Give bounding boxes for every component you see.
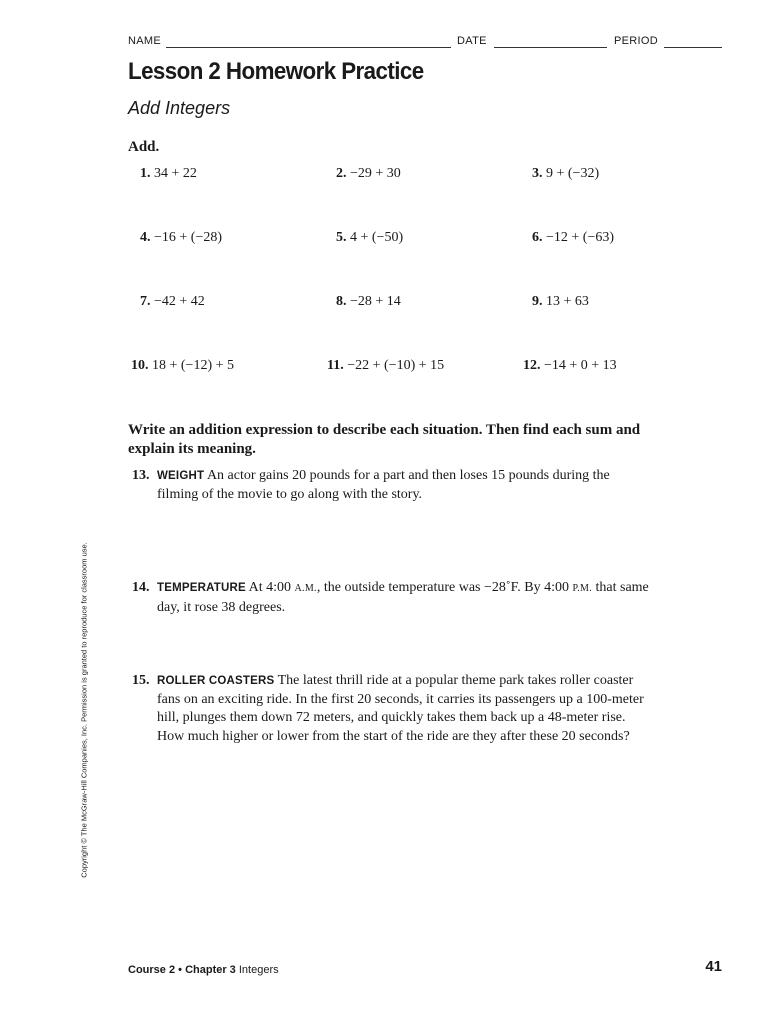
- page-subtitle: Add Integers: [128, 98, 231, 118]
- problem-text-part: that same day, it rose 38 degrees.: [157, 580, 649, 615]
- footer-topic: Integers: [238, 964, 279, 976]
- problem-label: WEIGHT: [157, 470, 205, 482]
- problem-expression: 4 + (−50): [350, 230, 404, 245]
- problem-number: 14.: [132, 580, 150, 595]
- problem-number: 6.: [532, 230, 543, 245]
- word-problem-14: [132, 579, 652, 617]
- problem-1: [140, 166, 197, 182]
- page-title: Lesson 2 Homework Practice: [128, 58, 424, 85]
- problem-5: [336, 230, 403, 246]
- problem-number: 10.: [131, 358, 149, 373]
- problem-6: [532, 230, 614, 246]
- page-number: 41: [705, 958, 722, 975]
- problem-text-part: , the outside temperature was −28˚F. By 4:00: [316, 580, 573, 595]
- problem-expression: −28 + 14: [350, 294, 401, 309]
- problem-number: 2.: [336, 166, 347, 181]
- problem-text: The latest thrill ride at a popular theme park takes roller coaster fans on an exciting ride. In the first 20 seconds, it carries its passengers up a 100-meter hill, plunges them down 72 meters, and quickly takes them back up a 48-meter rise. How much higher or lower from the start of the ride are they after these 20 seconds?: [157, 673, 644, 744]
- problem-3: [532, 166, 599, 182]
- footer-course-info: [128, 964, 279, 976]
- word-problem-13: [132, 467, 652, 504]
- problem-expression: 13 + 63: [546, 294, 589, 309]
- problem-11: [327, 358, 444, 374]
- problem-10: [131, 358, 234, 374]
- date-label: DATE: [457, 35, 487, 47]
- problem-number: 15.: [132, 673, 150, 688]
- name-label: NAME: [128, 35, 161, 47]
- name-line[interactable]: [166, 47, 451, 48]
- problem-number: 9.: [532, 294, 543, 309]
- problem-8: [336, 294, 401, 310]
- problem-12: [523, 358, 617, 374]
- problem-expression: −12 + (−63): [546, 230, 615, 245]
- problem-number: 8.: [336, 294, 347, 309]
- copyright-notice: Copyright © The McGraw-Hill Companies, Inc. Permission is granted to reproduce for classroom use.: [79, 542, 89, 878]
- problem-7: [140, 294, 205, 310]
- problem-number: 3.: [532, 166, 543, 181]
- problem-number: 12.: [523, 358, 541, 373]
- problem-label: TEMPERATURE: [157, 582, 246, 594]
- problem-text: An actor gains 20 pounds for a part and then loses 15 pounds during the filming of the movie to go along with the story.: [157, 468, 610, 502]
- problem-expression: −42 + 42: [154, 294, 205, 309]
- am-abbrev: A.M.: [294, 583, 317, 594]
- problem-4: [140, 230, 222, 246]
- problem-expression: 34 + 22: [154, 166, 197, 181]
- footer-course: Course 2: [128, 964, 176, 976]
- problem-2: [336, 166, 401, 182]
- problem-text-part: At 4:00: [248, 580, 295, 595]
- problem-expression: −14 + 0 + 13: [544, 358, 617, 373]
- footer-chapter: Chapter 3: [185, 964, 236, 976]
- word-problem-15: [132, 672, 652, 746]
- problem-number: 4.: [140, 230, 151, 245]
- problem-number: 1.: [140, 166, 151, 181]
- problem-number: 5.: [336, 230, 347, 245]
- date-line[interactable]: [494, 47, 607, 48]
- problem-number: 7.: [140, 294, 151, 309]
- footer-bullet: •: [178, 964, 182, 976]
- problem-expression: −16 + (−28): [154, 230, 223, 245]
- instruction-add: Add.: [128, 139, 160, 155]
- problem-number: 13.: [132, 468, 150, 483]
- period-line[interactable]: [664, 47, 722, 48]
- problem-expression: 18 + (−12) + 5: [152, 358, 235, 373]
- problem-label: ROLLER COASTERS: [157, 675, 275, 687]
- write-instruction: Write an addition expression to describe each situation. Then find each sum and explain its meaning.: [128, 422, 641, 457]
- problem-number: 11.: [327, 358, 344, 373]
- pm-abbrev: P.M.: [572, 583, 593, 594]
- problem-expression: −22 + (−10) + 15: [347, 358, 445, 373]
- problem-expression: 9 + (−32): [546, 166, 600, 181]
- problem-9: [532, 294, 589, 310]
- problem-expression: −29 + 30: [350, 166, 401, 181]
- period-label: PERIOD: [614, 35, 658, 47]
